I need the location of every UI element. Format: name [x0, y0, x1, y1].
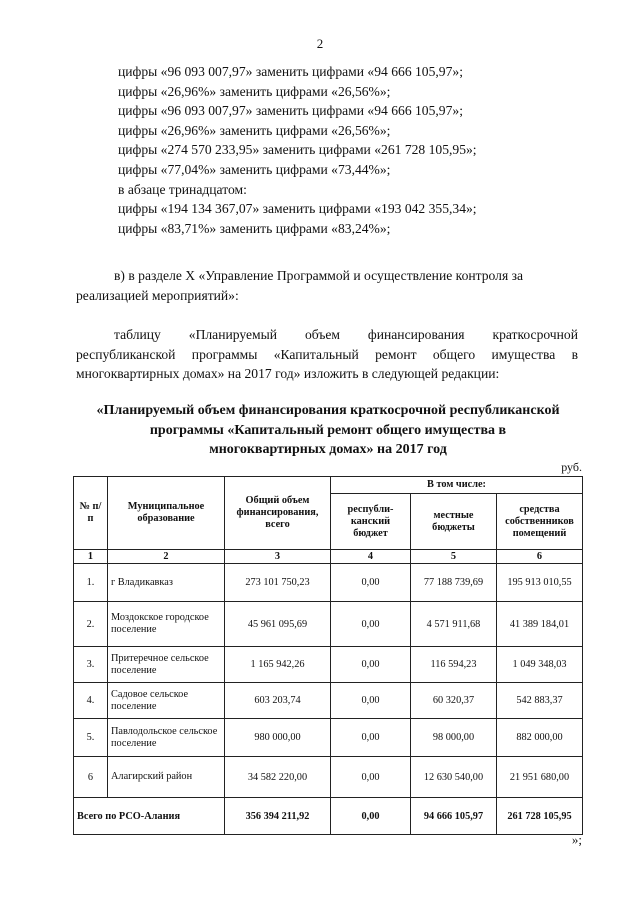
- replacement-line: цифры «274 570 233,95» заменить цифрами «261 728 105,95»;: [118, 142, 477, 158]
- column-index: 3: [225, 550, 331, 564]
- republic-amount: 0,00: [331, 564, 411, 602]
- closing-quote: »;: [571, 832, 582, 847]
- column-index: 4: [331, 550, 411, 564]
- paragraph-line: республиканской программы «Капитальный ремонт общего имущества в: [76, 346, 578, 362]
- total-amount: 273 101 750,23: [225, 564, 331, 602]
- owners-amount: 542 883,37: [497, 683, 583, 719]
- row-number: 4.: [74, 683, 108, 719]
- replacement-line: в абзаце тринадцатом:: [118, 181, 247, 197]
- row-number: 6: [74, 757, 108, 798]
- row-number: 3.: [74, 647, 108, 683]
- total-amount: 45 961 095,69: [225, 602, 331, 647]
- table-title: [72, 401, 584, 460]
- column-index: 6: [497, 550, 583, 564]
- table-title-line: «Планируемый объем финансирования краткосрочной республиканской: [96, 403, 560, 418]
- local-amount: 12 630 540,00: [411, 757, 497, 798]
- financing-table: [73, 476, 583, 835]
- replacement-line: цифры «194 134 367,07» заменить цифрами «193 042 355,34»;: [118, 201, 477, 217]
- owners-amount: 1 049 348,03: [497, 647, 583, 683]
- table-row: [74, 719, 583, 757]
- paragraph-line: таблицу «Планируемый объем финансирования краткосрочной: [114, 327, 578, 342]
- paragraph-table-instruction: [76, 325, 578, 384]
- page-number: 2: [316, 36, 324, 51]
- header-num: № п/п: [74, 477, 108, 550]
- table-title-line: программы «Капитальный ремонт общего имущества в: [149, 422, 507, 438]
- total-amount: 980 000,00: [225, 719, 331, 757]
- total-amount: 1 165 942,26: [225, 647, 331, 683]
- municipality-name: г Владикавказ: [108, 564, 225, 602]
- row-number: 1.: [74, 564, 108, 602]
- paragraph-line: многоквартирных домах» на 2017 год» изложить в следующей редакции:: [76, 366, 500, 382]
- local-amount: 77 188 739,69: [411, 564, 497, 602]
- republic-amount: 0,00: [331, 683, 411, 719]
- republic-amount: 0,00: [331, 757, 411, 798]
- header-owners-funds: средства собственников помещений: [497, 494, 583, 550]
- row-number: 2.: [74, 602, 108, 647]
- replacement-line: цифры «26,96%» заменить цифрами «26,56%»;: [118, 122, 391, 138]
- municipality-name: Моздокское городское поселение: [108, 602, 225, 647]
- replacement-line: цифры «83,71%» заменить цифрами «83,24%»;: [118, 220, 391, 236]
- municipality-name: Алагирский район: [108, 757, 225, 798]
- total-amount: 356 394 211,92: [225, 798, 331, 835]
- owners-amount: 882 000,00: [497, 719, 583, 757]
- paragraph-section-x: [76, 266, 578, 305]
- header-including: В том числе:: [331, 477, 583, 494]
- republic-amount: 0,00: [331, 647, 411, 683]
- local-amount: 98 000,00: [411, 719, 497, 757]
- municipality-name: Садовое сельское поселение: [108, 683, 225, 719]
- replacement-line: цифры «77,04%» заменить цифрами «73,44%»;: [118, 161, 391, 177]
- table-row: [74, 564, 583, 602]
- total-amount: 603 203,74: [225, 683, 331, 719]
- column-index: 5: [411, 550, 497, 564]
- paragraph-line: в) в разделе X «Управление Программой и осуществление контроля за: [114, 268, 524, 283]
- header-local-budgets: местные бюджеты: [411, 494, 497, 550]
- column-index: 1: [74, 550, 108, 564]
- header-municipality: Муниципальное образование: [108, 477, 225, 550]
- paragraph-line: реализацией мероприятий»:: [76, 287, 239, 303]
- header-total: Общий объем финансирования, всего: [225, 477, 331, 550]
- table-row: [74, 757, 583, 798]
- replacement-line: цифры «96 093 007,97» заменить цифрами «94 666 105,97»;: [118, 103, 463, 119]
- table-title-line: многоквартирных домах» на 2017 год: [209, 442, 447, 457]
- total-row: [74, 798, 583, 835]
- local-amount: 94 666 105,97: [411, 798, 497, 835]
- republic-amount: 0,00: [331, 719, 411, 757]
- table-row: [74, 602, 583, 647]
- local-amount: 60 320,37: [411, 683, 497, 719]
- local-amount: 116 594,23: [411, 647, 497, 683]
- owners-amount: 195 913 010,55: [497, 564, 583, 602]
- municipality-name: Павлодольское сельское поселение: [108, 719, 225, 757]
- local-amount: 4 571 911,68: [411, 602, 497, 647]
- owners-amount: 21 951 680,00: [497, 757, 583, 798]
- total-amount: 34 582 220,00: [225, 757, 331, 798]
- column-index-row: [74, 550, 583, 564]
- replacement-line: цифры «96 093 007,97» заменить цифрами «94 666 105,97»;: [118, 64, 463, 79]
- municipality-name: Притеречное сельское поселение: [108, 647, 225, 683]
- republic-amount: 0,00: [331, 602, 411, 647]
- column-index: 2: [108, 550, 225, 564]
- replacement-lines: [118, 62, 477, 238]
- total-label: Всего по РСО-Алания: [74, 798, 225, 835]
- republic-amount: 0,00: [331, 798, 411, 835]
- table-row: [74, 683, 583, 719]
- replacement-line: цифры «26,96%» заменить цифрами «26,56%»;: [118, 83, 391, 99]
- owners-amount: 41 389 184,01: [497, 602, 583, 647]
- row-number: 5.: [74, 719, 108, 757]
- table-row: [74, 647, 583, 683]
- currency-unit: руб.: [561, 460, 582, 474]
- owners-amount: 261 728 105,95: [497, 798, 583, 835]
- header-republic-budget: республи-канский бюджет: [331, 494, 411, 550]
